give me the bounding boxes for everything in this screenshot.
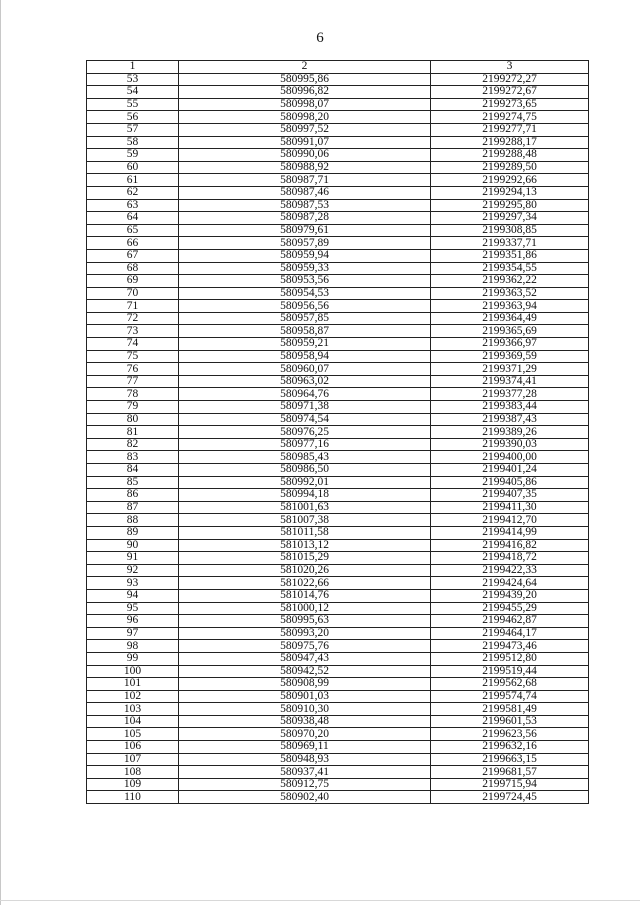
point-number-cell: 97: [87, 627, 179, 640]
table-row: [87, 262, 589, 275]
point-number-cell: 76: [87, 363, 179, 376]
point-number-cell: 83: [87, 451, 179, 464]
y-coordinate-cell: 2199364,49: [431, 312, 589, 325]
y-coordinate-cell: 2199724,45: [431, 791, 589, 804]
point-number-cell: 100: [87, 665, 179, 678]
y-coordinate-cell: 2199272,27: [431, 73, 589, 86]
table-row: [87, 312, 589, 325]
x-coordinate-cell: 580970,20: [179, 728, 431, 741]
point-number-cell: 75: [87, 350, 179, 363]
y-coordinate-cell: 2199308,85: [431, 224, 589, 237]
y-coordinate-cell: 2199632,16: [431, 741, 589, 754]
x-coordinate-cell: 580969,11: [179, 741, 431, 754]
x-coordinate-cell: 580985,43: [179, 451, 431, 464]
x-coordinate-cell: 581015,29: [179, 552, 431, 565]
table-row: [87, 615, 589, 628]
table-row: [87, 602, 589, 615]
x-coordinate-cell: 580957,85: [179, 312, 431, 325]
table-row: [87, 514, 589, 527]
y-coordinate-cell: 2199623,56: [431, 728, 589, 741]
point-number-cell: 106: [87, 741, 179, 754]
x-coordinate-cell: 580902,40: [179, 791, 431, 804]
table-row: [87, 464, 589, 477]
table-row: [87, 325, 589, 338]
point-number-cell: 90: [87, 539, 179, 552]
table-row: [87, 476, 589, 489]
x-coordinate-cell: 580958,94: [179, 350, 431, 363]
y-coordinate-cell: 2199416,82: [431, 539, 589, 552]
x-coordinate-cell: 580901,03: [179, 690, 431, 703]
table-row: [87, 136, 589, 149]
y-coordinate-cell: 2199362,22: [431, 275, 589, 288]
y-coordinate-cell: 2199581,49: [431, 703, 589, 716]
y-coordinate-cell: 2199681,57: [431, 766, 589, 779]
point-number-cell: 85: [87, 476, 179, 489]
x-coordinate-cell: 580954,53: [179, 287, 431, 300]
point-number-cell: 79: [87, 401, 179, 414]
y-coordinate-cell: 2199473,46: [431, 640, 589, 653]
x-coordinate-cell: 581011,58: [179, 526, 431, 539]
point-number-cell: 95: [87, 602, 179, 615]
point-number-cell: 93: [87, 577, 179, 590]
x-coordinate-cell: 581001,63: [179, 501, 431, 514]
table-row: [87, 161, 589, 174]
y-coordinate-cell: 2199274,75: [431, 111, 589, 124]
table-row: [87, 438, 589, 451]
point-number-cell: 62: [87, 186, 179, 199]
y-coordinate-cell: 2199365,69: [431, 325, 589, 338]
x-coordinate-cell: 580986,50: [179, 464, 431, 477]
y-coordinate-cell: 2199414,99: [431, 526, 589, 539]
table-row: [87, 640, 589, 653]
table-row: [87, 401, 589, 414]
page-edge-line: [0, 0, 1, 905]
point-number-cell: 89: [87, 526, 179, 539]
table-row: [87, 577, 589, 590]
point-number-cell: 74: [87, 338, 179, 351]
y-coordinate-cell: 2199574,74: [431, 690, 589, 703]
x-coordinate-cell: 580974,54: [179, 413, 431, 426]
point-number-cell: 98: [87, 640, 179, 653]
x-coordinate-cell: 580957,89: [179, 237, 431, 250]
x-coordinate-cell: 580976,25: [179, 426, 431, 439]
table-row: [87, 174, 589, 187]
y-coordinate-cell: 2199422,33: [431, 564, 589, 577]
y-coordinate-cell: 2199387,43: [431, 413, 589, 426]
x-coordinate-cell: 581022,66: [179, 577, 431, 590]
table-row: [87, 275, 589, 288]
point-number-cell: 103: [87, 703, 179, 716]
x-coordinate-cell: 580992,01: [179, 476, 431, 489]
point-number-cell: 110: [87, 791, 179, 804]
y-coordinate-cell: 2199424,64: [431, 577, 589, 590]
table-body: [87, 73, 589, 803]
x-coordinate-cell: 580947,43: [179, 652, 431, 665]
x-coordinate-cell: 580997,52: [179, 123, 431, 136]
x-coordinate-cell: 580956,56: [179, 300, 431, 313]
point-number-cell: 107: [87, 753, 179, 766]
y-coordinate-cell: 2199354,55: [431, 262, 589, 275]
x-coordinate-cell: 580975,76: [179, 640, 431, 653]
point-number-cell: 53: [87, 73, 179, 86]
y-coordinate-cell: 2199411,30: [431, 501, 589, 514]
point-number-cell: 55: [87, 98, 179, 111]
point-number-cell: 77: [87, 375, 179, 388]
x-coordinate-cell: 581014,76: [179, 589, 431, 602]
x-coordinate-cell: 581000,12: [179, 602, 431, 615]
y-coordinate-cell: 2199292,66: [431, 174, 589, 187]
table-row: [87, 212, 589, 225]
x-coordinate-cell: 580910,30: [179, 703, 431, 716]
y-coordinate-cell: 2199418,72: [431, 552, 589, 565]
y-coordinate-cell: 2199383,44: [431, 401, 589, 414]
table-row: [87, 501, 589, 514]
table-row: [87, 199, 589, 212]
point-number-cell: 66: [87, 237, 179, 250]
x-coordinate-cell: 580960,07: [179, 363, 431, 376]
y-coordinate-cell: 2199295,80: [431, 199, 589, 212]
table-row: [87, 564, 589, 577]
table-row: [87, 350, 589, 363]
coordinates-table: [86, 60, 589, 804]
point-number-cell: 59: [87, 149, 179, 162]
x-coordinate-cell: 580987,28: [179, 212, 431, 225]
y-coordinate-cell: 2199562,68: [431, 678, 589, 691]
y-coordinate-cell: 2199663,15: [431, 753, 589, 766]
table-row: [87, 86, 589, 99]
table-row: [87, 552, 589, 565]
table-row: [87, 73, 589, 86]
y-coordinate-cell: 2199377,28: [431, 388, 589, 401]
table-row: [87, 703, 589, 716]
y-coordinate-cell: 2199272,67: [431, 86, 589, 99]
table-row: [87, 426, 589, 439]
x-coordinate-cell: 580959,33: [179, 262, 431, 275]
x-coordinate-cell: 580990,06: [179, 149, 431, 162]
point-number-cell: 109: [87, 778, 179, 791]
y-coordinate-cell: 2199288,17: [431, 136, 589, 149]
y-coordinate-cell: 2199407,35: [431, 489, 589, 502]
y-coordinate-cell: 2199363,94: [431, 300, 589, 313]
table-row: [87, 589, 589, 602]
column-header-3: 3: [431, 61, 589, 74]
point-number-cell: 54: [87, 86, 179, 99]
table-row: [87, 413, 589, 426]
table-row: [87, 224, 589, 237]
table-row: [87, 123, 589, 136]
y-coordinate-cell: 2199519,44: [431, 665, 589, 678]
x-coordinate-cell: 580988,92: [179, 161, 431, 174]
y-coordinate-cell: 2199400,00: [431, 451, 589, 464]
point-number-cell: 86: [87, 489, 179, 502]
x-coordinate-cell: 580937,41: [179, 766, 431, 779]
x-coordinate-cell: 580995,63: [179, 615, 431, 628]
x-coordinate-cell: 580993,20: [179, 627, 431, 640]
table-row: [87, 388, 589, 401]
point-number-cell: 71: [87, 300, 179, 313]
y-coordinate-cell: 2199363,52: [431, 287, 589, 300]
x-coordinate-cell: 580953,56: [179, 275, 431, 288]
x-coordinate-cell: 580987,46: [179, 186, 431, 199]
y-coordinate-cell: 2199439,20: [431, 589, 589, 602]
table-row: [87, 690, 589, 703]
point-number-cell: 72: [87, 312, 179, 325]
table-row: [87, 149, 589, 162]
x-coordinate-cell: 580995,86: [179, 73, 431, 86]
point-number-cell: 102: [87, 690, 179, 703]
y-coordinate-cell: 2199512,80: [431, 652, 589, 665]
point-number-cell: 61: [87, 174, 179, 187]
table-row: [87, 526, 589, 539]
y-coordinate-cell: 2199374,41: [431, 375, 589, 388]
y-coordinate-cell: 2199405,86: [431, 476, 589, 489]
point-number-cell: 82: [87, 438, 179, 451]
y-coordinate-cell: 2199371,29: [431, 363, 589, 376]
table-row: [87, 678, 589, 691]
y-coordinate-cell: 2199389,26: [431, 426, 589, 439]
table-row: [87, 791, 589, 804]
point-number-cell: 91: [87, 552, 179, 565]
y-coordinate-cell: 2199351,86: [431, 249, 589, 262]
x-coordinate-cell: 580958,87: [179, 325, 431, 338]
x-coordinate-cell: 580987,53: [179, 199, 431, 212]
table-row: [87, 249, 589, 262]
y-coordinate-cell: 2199337,71: [431, 237, 589, 250]
point-number-cell: 99: [87, 652, 179, 665]
table-row: [87, 728, 589, 741]
table-row: [87, 300, 589, 313]
table-row: [87, 363, 589, 376]
x-coordinate-cell: 580998,07: [179, 98, 431, 111]
table-row: [87, 451, 589, 464]
x-coordinate-cell: 580971,38: [179, 401, 431, 414]
x-coordinate-cell: 580977,16: [179, 438, 431, 451]
y-coordinate-cell: 2199401,24: [431, 464, 589, 477]
table-header-row: [87, 61, 589, 74]
x-coordinate-cell: 580948,93: [179, 753, 431, 766]
point-number-cell: 105: [87, 728, 179, 741]
y-coordinate-cell: 2199715,94: [431, 778, 589, 791]
x-coordinate-cell: 580959,21: [179, 338, 431, 351]
table-row: [87, 766, 589, 779]
table-row: [87, 665, 589, 678]
column-header-1: 1: [87, 61, 179, 74]
point-number-cell: 65: [87, 224, 179, 237]
y-coordinate-cell: 2199288,48: [431, 149, 589, 162]
table-row: [87, 98, 589, 111]
page-bottom-line: [0, 900, 640, 901]
point-number-cell: 70: [87, 287, 179, 300]
point-number-cell: 64: [87, 212, 179, 225]
x-coordinate-cell: 581020,26: [179, 564, 431, 577]
column-header-2: 2: [179, 61, 431, 74]
x-coordinate-cell: 580987,71: [179, 174, 431, 187]
x-coordinate-cell: 580959,94: [179, 249, 431, 262]
point-number-cell: 101: [87, 678, 179, 691]
point-number-cell: 92: [87, 564, 179, 577]
point-number-cell: 57: [87, 123, 179, 136]
point-number-cell: 94: [87, 589, 179, 602]
table-row: [87, 489, 589, 502]
table-row: [87, 186, 589, 199]
y-coordinate-cell: 2199273,65: [431, 98, 589, 111]
x-coordinate-cell: 580996,82: [179, 86, 431, 99]
point-number-cell: 73: [87, 325, 179, 338]
x-coordinate-cell: 580964,76: [179, 388, 431, 401]
point-number-cell: 63: [87, 199, 179, 212]
y-coordinate-cell: 2199277,71: [431, 123, 589, 136]
x-coordinate-cell: 580908,99: [179, 678, 431, 691]
point-number-cell: 81: [87, 426, 179, 439]
y-coordinate-cell: 2199289,50: [431, 161, 589, 174]
x-coordinate-cell: 580963,02: [179, 375, 431, 388]
y-coordinate-cell: 2199294,13: [431, 186, 589, 199]
table-row: [87, 753, 589, 766]
y-coordinate-cell: 2199601,53: [431, 715, 589, 728]
table-row: [87, 375, 589, 388]
table-row: [87, 741, 589, 754]
point-number-cell: 104: [87, 715, 179, 728]
x-coordinate-cell: 580998,20: [179, 111, 431, 124]
point-number-cell: 69: [87, 275, 179, 288]
y-coordinate-cell: 2199369,59: [431, 350, 589, 363]
table-row: [87, 778, 589, 791]
y-coordinate-cell: 2199297,34: [431, 212, 589, 225]
point-number-cell: 87: [87, 501, 179, 514]
point-number-cell: 56: [87, 111, 179, 124]
x-coordinate-cell: 580991,07: [179, 136, 431, 149]
table-row: [87, 627, 589, 640]
x-coordinate-cell: 580994,18: [179, 489, 431, 502]
y-coordinate-cell: 2199455,29: [431, 602, 589, 615]
point-number-cell: 108: [87, 766, 179, 779]
table-row: [87, 652, 589, 665]
x-coordinate-cell: 580942,52: [179, 665, 431, 678]
x-coordinate-cell: 580979,61: [179, 224, 431, 237]
point-number-cell: 78: [87, 388, 179, 401]
y-coordinate-cell: 2199366,97: [431, 338, 589, 351]
point-number-cell: 88: [87, 514, 179, 527]
page-number: 6: [316, 30, 324, 46]
x-coordinate-cell: 580938,48: [179, 715, 431, 728]
x-coordinate-cell: 580912,75: [179, 778, 431, 791]
table-row: [87, 237, 589, 250]
table-row: [87, 111, 589, 124]
x-coordinate-cell: 581013,12: [179, 539, 431, 552]
point-number-cell: 96: [87, 615, 179, 628]
y-coordinate-cell: 2199412,70: [431, 514, 589, 527]
x-coordinate-cell: 581007,38: [179, 514, 431, 527]
y-coordinate-cell: 2199464,17: [431, 627, 589, 640]
point-number-cell: 80: [87, 413, 179, 426]
point-number-cell: 68: [87, 262, 179, 275]
point-number-cell: 60: [87, 161, 179, 174]
table-row: [87, 539, 589, 552]
point-number-cell: 67: [87, 249, 179, 262]
table-row: [87, 715, 589, 728]
table-row: [87, 287, 589, 300]
point-number-cell: 84: [87, 464, 179, 477]
y-coordinate-cell: 2199462,87: [431, 615, 589, 628]
table-row: [87, 338, 589, 351]
y-coordinate-cell: 2199390,03: [431, 438, 589, 451]
point-number-cell: 58: [87, 136, 179, 149]
